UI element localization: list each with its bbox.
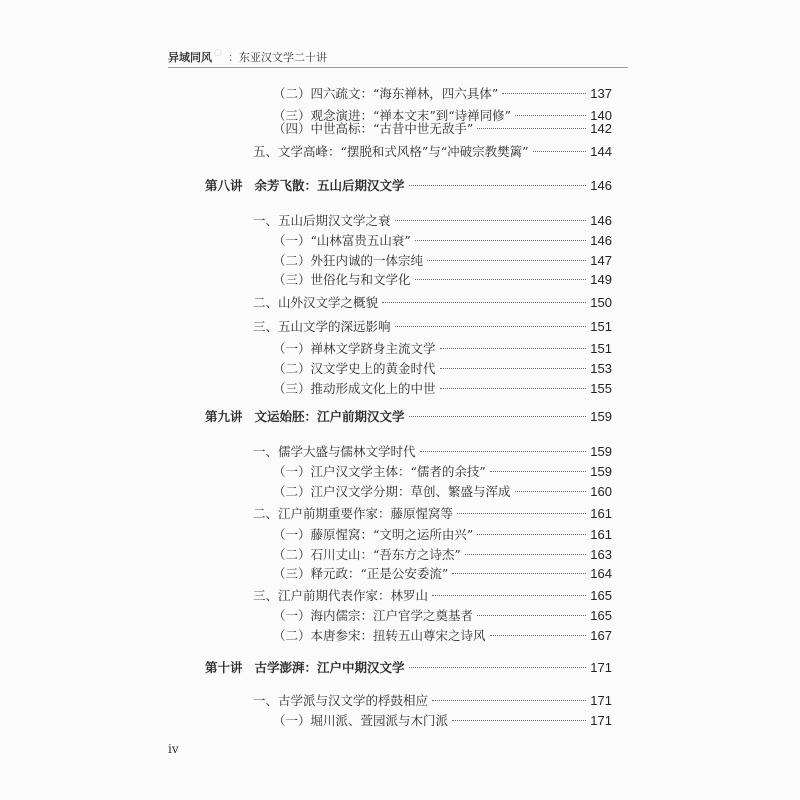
chapter-number: 第十讲: [205, 660, 243, 675]
toc-entry-label: 三、江户前期代表作家：林罗山: [253, 588, 429, 603]
toc-entry-label: 二、山外汉文学之概貌: [253, 295, 379, 310]
toc-page-number: 147: [590, 253, 612, 268]
toc-entry-title: [253, 293, 378, 313]
toc-section-entry: [253, 586, 612, 606]
toc-entry-title: [205, 658, 405, 678]
header-rule: [168, 67, 628, 68]
toc-subsection-entry: [273, 711, 612, 731]
dot-leader: [515, 491, 587, 492]
toc-entry-label: 五、文学高峰：“摆脱和式风格”与“冲破宗教樊篱”: [253, 144, 529, 159]
toc-page-number: 146: [590, 213, 612, 228]
toc-entry-label: （一）江户汉文学主体：“儒者的余技”: [273, 464, 486, 479]
toc-entry-label: 三、五山文学的深远影响: [253, 319, 391, 334]
toc-entry-title: [273, 626, 486, 646]
toc-subsection-entry: [273, 359, 612, 379]
toc-entry-label: （一）海内儒宗：江户官学之奠基者: [273, 608, 474, 623]
dot-leader: [427, 260, 586, 261]
toc-entry-label: （三）世俗化与和文学化: [273, 272, 411, 287]
toc-entry-title: [273, 462, 486, 482]
toc-page-number: 153: [590, 361, 612, 376]
dot-leader: [409, 667, 587, 668]
chapter-number: 第八讲: [205, 178, 243, 193]
toc-page-number: 159: [590, 444, 612, 459]
header-separator: ：: [228, 51, 239, 64]
toc-page-number: 167: [590, 628, 612, 643]
toc-entry-title: [205, 407, 405, 427]
toc-entry-title: [273, 339, 436, 359]
toc-entry-title: [253, 142, 529, 162]
dot-leader: [490, 471, 587, 472]
book-title: 东亚汉文学二十讲: [239, 51, 327, 64]
toc-entry-label: 古学澎湃：江户中期汉文学: [254, 660, 405, 675]
logo-icon: ◌: [214, 48, 222, 58]
dot-leader: [515, 115, 586, 116]
toc-entry-label: （四）中世高标：“古昔中世无敌手”: [273, 121, 474, 136]
toc-page-number: 161: [590, 506, 612, 521]
toc-page-number: 171: [590, 660, 612, 675]
toc-subsection-entry: [273, 270, 612, 290]
toc-chapter-entry: [205, 658, 612, 678]
toc-entry-title: [273, 84, 498, 104]
toc-section-entry: [253, 691, 612, 711]
toc-chapter-entry: [205, 176, 612, 196]
toc-page-number: 151: [590, 341, 612, 356]
toc-entry-title: [273, 251, 423, 271]
toc-entry-title: [253, 211, 391, 231]
toc-section-entry: [253, 142, 612, 162]
toc-page-number: 165: [590, 588, 612, 603]
toc-entry-title: [273, 711, 448, 731]
toc-entry-title: [253, 442, 416, 462]
toc-subsection-entry: [273, 251, 612, 271]
toc-subsection-entry: [273, 119, 612, 139]
toc-entry-title: [253, 317, 391, 337]
toc-entry-label: （二）江户汉文学分期：草创、繁盛与浑成: [273, 484, 511, 499]
toc-entry-label: 文运始胚：江户前期汉文学: [254, 409, 405, 424]
toc-entry-title: [273, 545, 461, 565]
toc-subsection-entry: [273, 606, 612, 626]
dot-leader: [440, 388, 587, 389]
dot-leader: [432, 595, 586, 596]
toc-section-entry: [253, 317, 612, 337]
dot-leader: [533, 151, 587, 152]
toc-section-entry: [253, 293, 612, 313]
toc-entry-label: （一）禅林文学跻身主流文学: [273, 341, 436, 356]
toc-page-number: 149: [590, 272, 612, 287]
toc-entry-title: [205, 176, 405, 196]
dot-leader: [490, 635, 587, 636]
toc-entry-title: [253, 504, 453, 524]
toc-section-entry: [253, 211, 612, 231]
page-number: iv: [168, 742, 179, 756]
dot-leader: [465, 554, 587, 555]
toc-subsection-entry: [273, 462, 612, 482]
dot-leader: [452, 720, 586, 721]
toc-entry-label: 一、古学派与汉文学的桴鼓相应: [253, 693, 429, 708]
dot-leader: [452, 573, 586, 574]
toc-subsection-entry: [273, 84, 612, 104]
toc-entry-title: [273, 231, 411, 251]
toc-page-number: 163: [590, 547, 612, 562]
toc-entry-title: [273, 564, 448, 584]
toc-subsection-entry: [273, 339, 612, 359]
dot-leader: [395, 326, 587, 327]
chapter-number: 第九讲: [205, 409, 243, 424]
toc-entry-title: [253, 691, 428, 711]
toc-page-number: 151: [590, 319, 612, 334]
toc-entry-label: 二、江户前期重要作家：藤原惺窝等: [253, 506, 454, 521]
toc-section-entry: [253, 442, 612, 462]
dot-leader: [415, 279, 587, 280]
toc-page-number: 171: [590, 693, 612, 708]
toc-subsection-entry: [273, 231, 612, 251]
toc-entry-title: [273, 482, 511, 502]
dot-leader: [477, 534, 586, 535]
toc-entry-label: （二）本唐参宋：扭转五山尊宋之诗风: [273, 628, 486, 643]
dot-leader: [415, 240, 587, 241]
toc-page-number: 159: [590, 409, 612, 424]
toc-page-number: 171: [590, 713, 612, 728]
dot-leader: [432, 700, 586, 701]
toc-entry-title: [273, 525, 473, 545]
toc-subsection-entry: [273, 545, 612, 565]
dot-leader: [440, 348, 587, 349]
toc-entry-label: （三）释元政：“正是公安委流”: [273, 566, 449, 581]
toc-entry-label: 一、儒学大盛与儒林文学时代: [253, 444, 416, 459]
toc-entry-title: [273, 606, 473, 626]
toc-page-number: 140: [590, 108, 612, 123]
dot-leader: [382, 302, 586, 303]
dot-leader: [395, 220, 587, 221]
toc-subsection-entry: [273, 564, 612, 584]
series-title: 异域同风: [168, 51, 212, 64]
dot-leader: [502, 93, 586, 94]
dot-leader: [477, 615, 586, 616]
toc-section-entry: [253, 504, 612, 524]
toc-entry-label: 余芳飞散：五山后期汉文学: [254, 178, 405, 193]
toc-entry-label: （三）观念演进：“禅本文末”到“诗禅同修”: [273, 108, 512, 123]
dot-leader: [477, 128, 586, 129]
toc-page-number: 150: [590, 295, 612, 310]
toc-page-number: 164: [590, 566, 612, 581]
toc-entry-label: （二）石川丈山：“吾东方之诗杰”: [273, 547, 461, 562]
toc-subsection-entry: [273, 379, 612, 399]
toc-page-number: 155: [590, 381, 612, 396]
toc-entry-label: （一）藤原惺窝：“文明之运所由兴”: [273, 527, 474, 542]
toc-entry-label: （二）外狂内诚的一体宗纯: [273, 253, 424, 268]
toc-entry-title: [273, 119, 473, 139]
toc-entry-title: [253, 586, 428, 606]
toc-entry-label: 一、五山后期汉文学之衰: [253, 213, 391, 228]
dot-leader: [409, 185, 587, 186]
toc-page-number: 144: [590, 144, 612, 159]
toc-entry-title: [273, 270, 411, 290]
toc-subsection-entry: [273, 525, 612, 545]
dot-leader: [420, 451, 587, 452]
toc-entry-title: [273, 359, 436, 379]
toc-page-number: 146: [590, 178, 612, 193]
toc-subsection-entry: [273, 482, 612, 502]
toc-page-number: 165: [590, 608, 612, 623]
toc-page-number: 160: [590, 484, 612, 499]
toc-page-number: 137: [590, 86, 612, 101]
toc-entry-label: （二）汉文学史上的黄金时代: [273, 361, 436, 376]
toc-entry-label: （一）“山林富贵五山衰”: [273, 233, 411, 248]
dot-leader: [409, 416, 587, 417]
toc-page-number: 146: [590, 233, 612, 248]
toc-entry-title: [273, 379, 436, 399]
toc-page-number: 159: [590, 464, 612, 479]
dot-leader: [457, 513, 586, 514]
toc-entry-label: （二）四六疏文：“海东禅林，四六具体”: [273, 86, 499, 101]
dot-leader: [440, 368, 587, 369]
toc-subsection-entry: [273, 626, 612, 646]
toc-chapter-entry: [205, 407, 612, 427]
toc-page-number: 142: [590, 121, 612, 136]
toc-page-number: 161: [590, 527, 612, 542]
toc-entry-label: （三）推动形成文化上的中世: [273, 381, 436, 396]
toc-entry-label: （一）堀川派、萱园派与木门派: [273, 713, 449, 728]
